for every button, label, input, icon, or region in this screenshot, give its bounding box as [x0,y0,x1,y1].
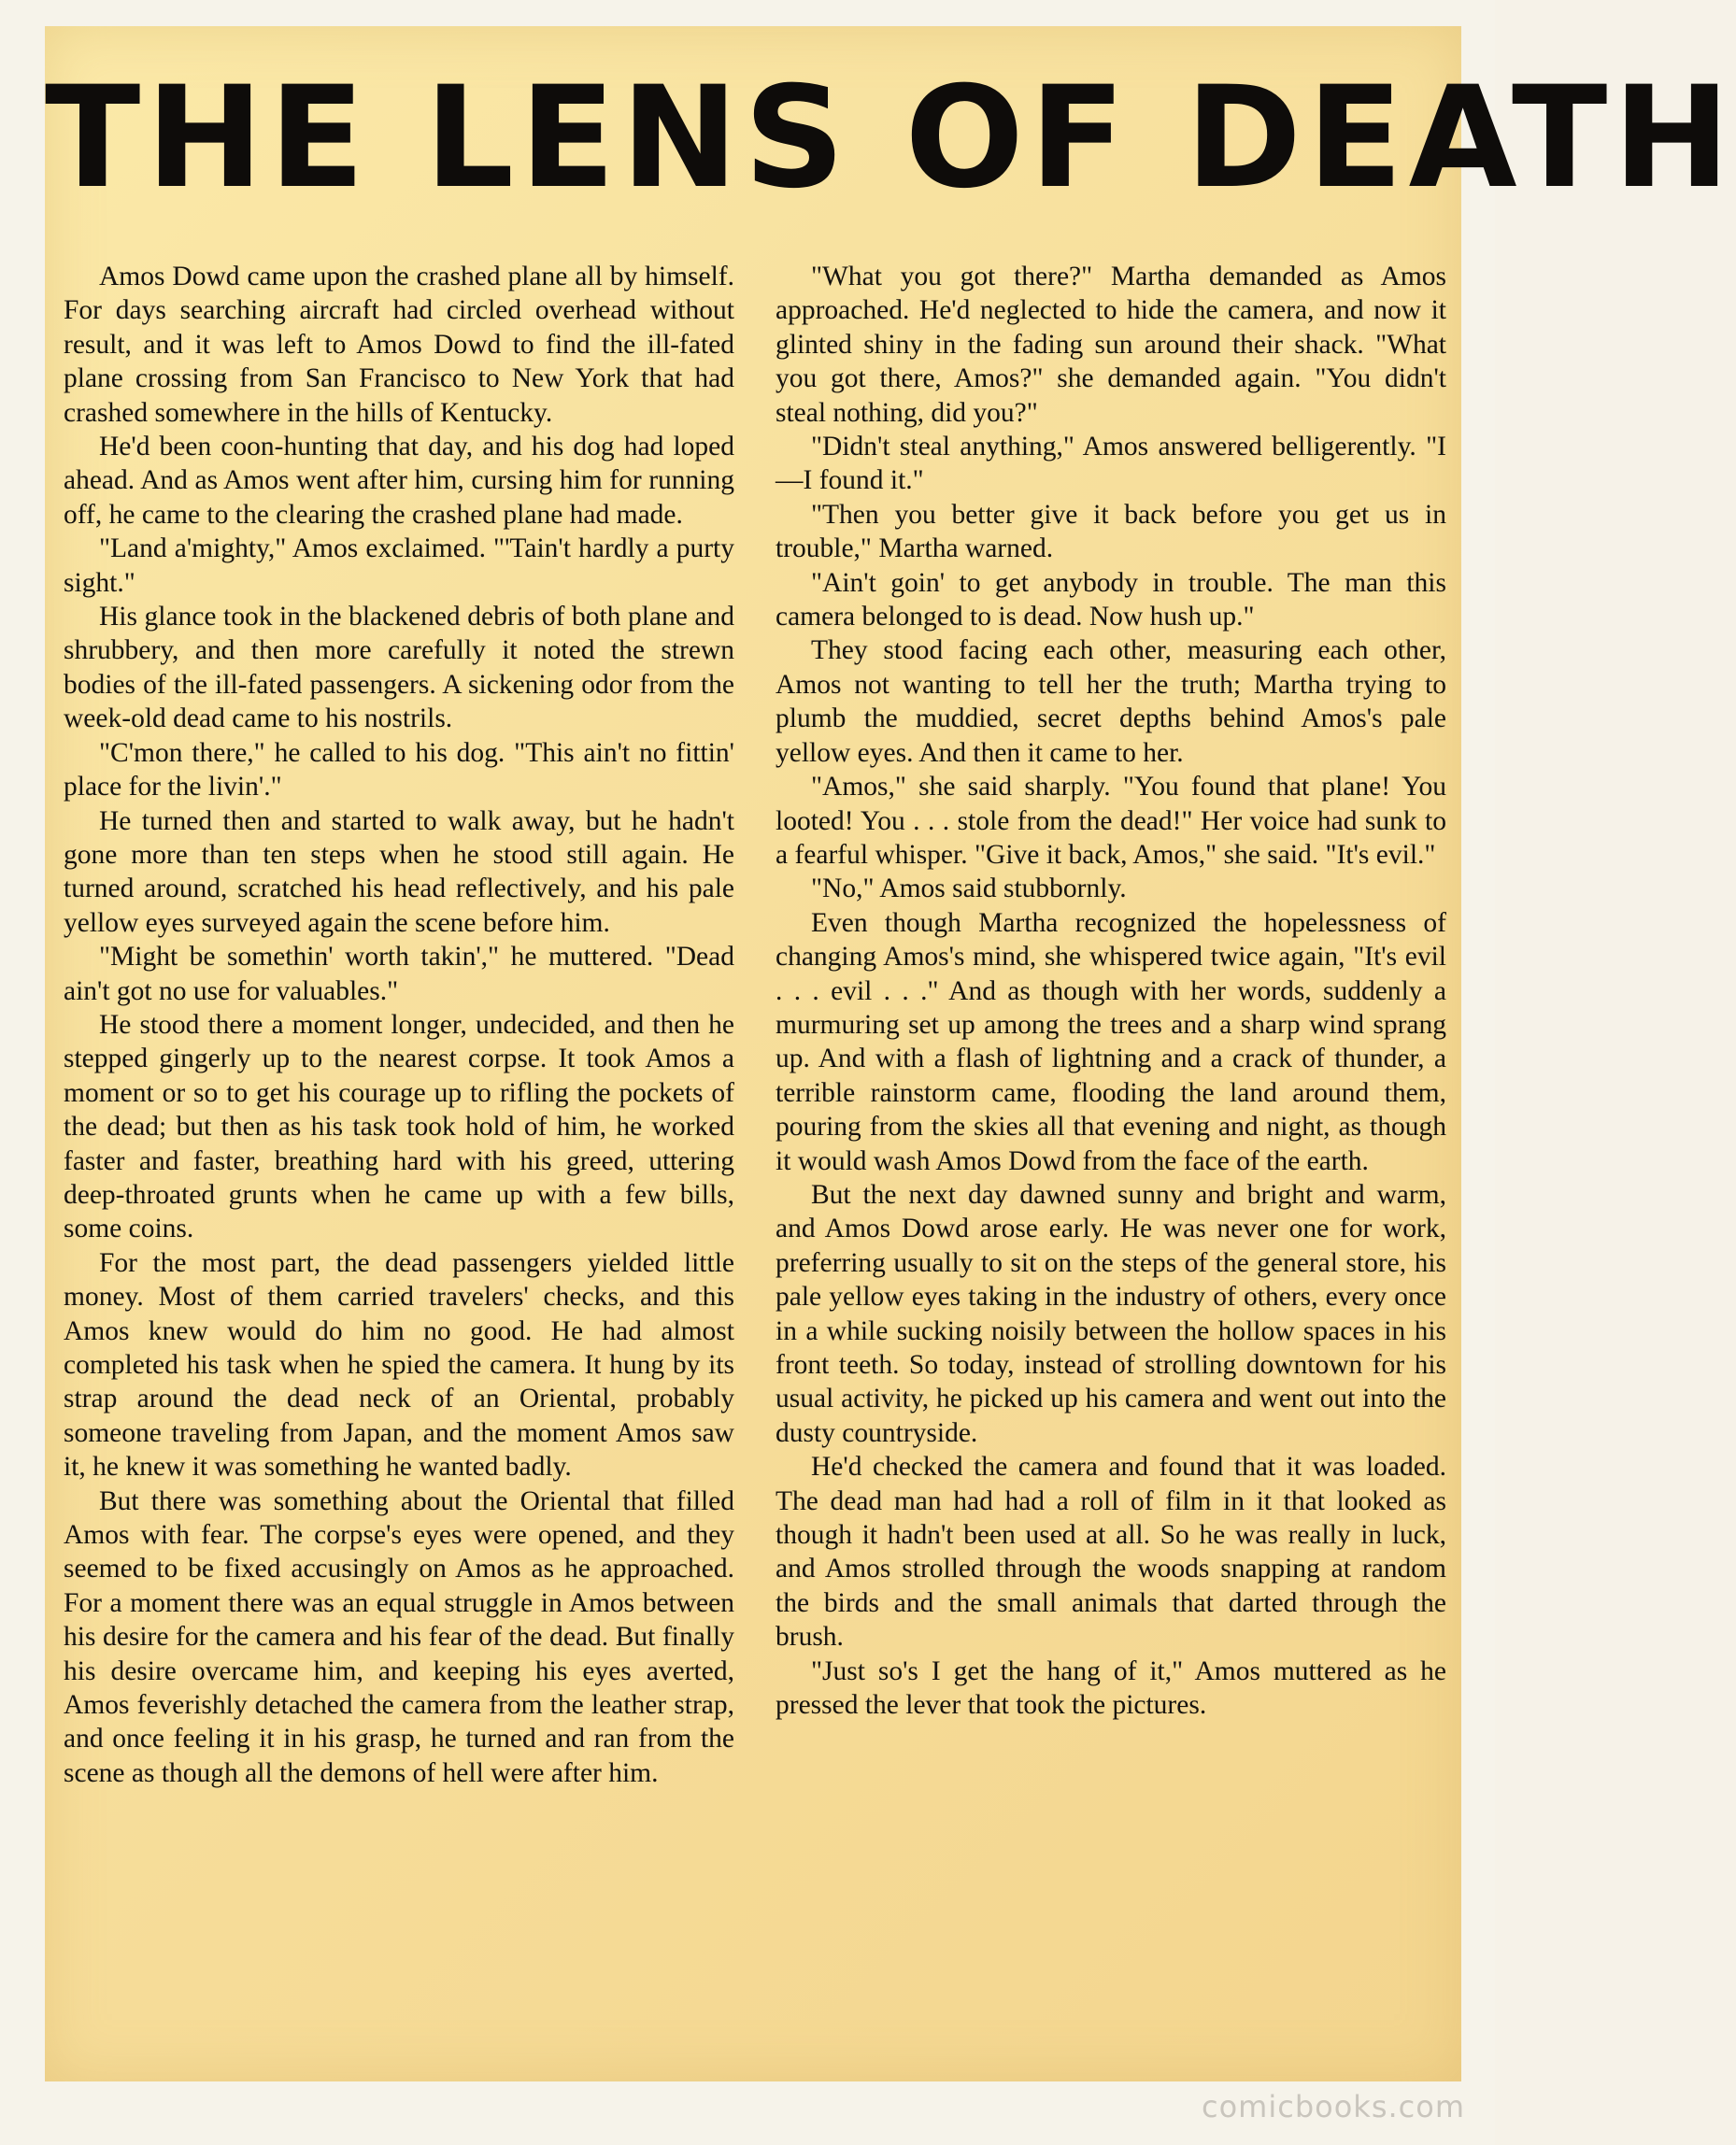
paragraph: They stood facing each other, measuring each other, Amos not wanting to tell her the truth; Martha trying to plumb the muddied, secret depths behind Amos's pale yellow eyes. And then it came to her. [776,635,1446,768]
paragraph: "Didn't steal anything," Amos answered belligerently. "I—I found it." [776,432,1446,496]
story-panel [45,26,1736,2081]
left-column [64,260,734,1790]
paragraph: "Amos," she said sharply. "You found that plane! You looted! You . . . stole from the dead!" Her voice had sunk to a fearful whisper. "Give it back, Amos," she said. "It's evil." [776,772,1446,870]
paragraph: "Then you better give it back before you get us in trouble," Martha warned. [776,499,1446,564]
paragraph: "Might be somethin' worth takin'," he muttered. "Dead ain't got no use for valuables." [64,942,734,1006]
paragraph: "C'mon there," he called to his dog. "This ain't no fittin' place for the livin'." [64,737,734,803]
watermark: comicbooks.com [1201,2089,1465,2124]
paragraph: "No," Amos said stubbornly. [811,874,1127,904]
paragraph: But the next day dawned sunny and bright and warm, and Amos Dowd arose early. He was never one for work, preferring usually to sit on the steps of the general store, his pale yellow eyes taking in the industry of others, every once in a while sucking noisily between the hollow spaces in his front teeth. So today, instead of strolling downtown for his usual activity, he picked up his camera and went out into the dusty countryside. [776,1179,1446,1448]
paragraph: He stood there a moment longer, undecided, and then he stepped gingerly up to the nearest corpse. It took Amos a moment or so to get his courage up to rifling the pockets of the dead; but then as his task took hold of him, he worked faster and faster, breathing hard with his greed, uttering deep-throated grunts when he came up with a few bills, some coins. [64,1009,734,1244]
paragraph: He turned then and started to walk away, but he hadn't gone more than ten steps when he stood still again. He turned around, scratched his head reflectively, and his pale yellow eyes surveyed again the scene before him. [64,805,734,938]
paragraph: For the most part, the dead passengers yielded little money. Most of them carried travelers' checks, and this Amos knew would do him no good. He had almost completed his task when he spied the camera. It hung by its strap around the dead neck of an Oriental, probably someone traveling from Japan, and the moment Amos saw it, he knew it was something he wanted badly. [64,1247,734,1483]
paragraph: "What you got there?" Martha demanded as Amos approached. He'd neglected to hide the camera, and now it glinted shiny in the fading sun around their shack. "What you got there, Amos?" she demanded again. "You didn't steal nothing, did you?" [776,262,1446,428]
paragraph: But there was something about the Oriental that filled Amos with fear. The corpse's eyes were opened, and they seemed to be fixed accusingly on Amos as he approached. For a moment there was an equal struggle in Amos between his desire for the camera and his fear of the dead. But finally his desire overcame him, and keeping his eyes averted, Amos feverishly detached the camera from the leather strap, and once feeling it in his grasp, he turned and ran from the scene as though all the demons of hell were after him. [64,1485,734,1788]
paragraph: His glance took in the blackened debris of both plane and shrubbery, and then more carefully it noted the strewn bodies of the ill-fated passengers. A sickening odor from the week-old dead came to his nostrils. [64,602,734,734]
paragraph: He'd checked the camera and found that it was loaded. The dead man had had a roll of film in it that looked as though it hadn't been used at all. So he was really in luck, and Amos strolled through the woods snapping at random the birds and the small animals that darted through the brush. [776,1452,1446,1653]
paragraph: "Land a'mighty," Amos exclaimed. "'Tain't hardly a purty sight." [64,533,734,598]
paragraph: Even though Martha recognized the hopelessness of changing Amos's mind, she whispered twice again, "It's evil . . . evil . . ." And as though with her words, suddenly a murmuring set up among the trees and a sharp wind sprang up. And with a flash of lightning and a crack of thunder, a terrible rainstorm came, flooding the land around them, pouring from the skies all that evening and night, as though it would wash Amos Dowd from the face of the earth. [776,907,1446,1176]
story-title: THE LENS OF DEATH [45,57,1736,220]
paragraph: He'd been coon-hunting that day, and his dog had loped ahead. And as Amos went after him, cursing him for running off, he came to the clearing the crashed plane had made. [64,432,734,530]
right-column [776,260,1446,1722]
paragraph: "Ain't goin' to get anybody in trouble. The man this camera belonged to is dead. Now hush up." [776,567,1446,632]
paragraph: "Just so's I get the hang of it," Amos muttered as he pressed the lever that took the pictures. [776,1655,1446,1721]
paragraph: Amos Dowd came upon the crashed plane all by himself. For days searching aircraft had circled overhead without result, and it was left to Amos Dowd to find the ill-fated plane crossing from San Francisco to New York that had crashed somewhere in the hills of Kentucky. [64,262,734,428]
